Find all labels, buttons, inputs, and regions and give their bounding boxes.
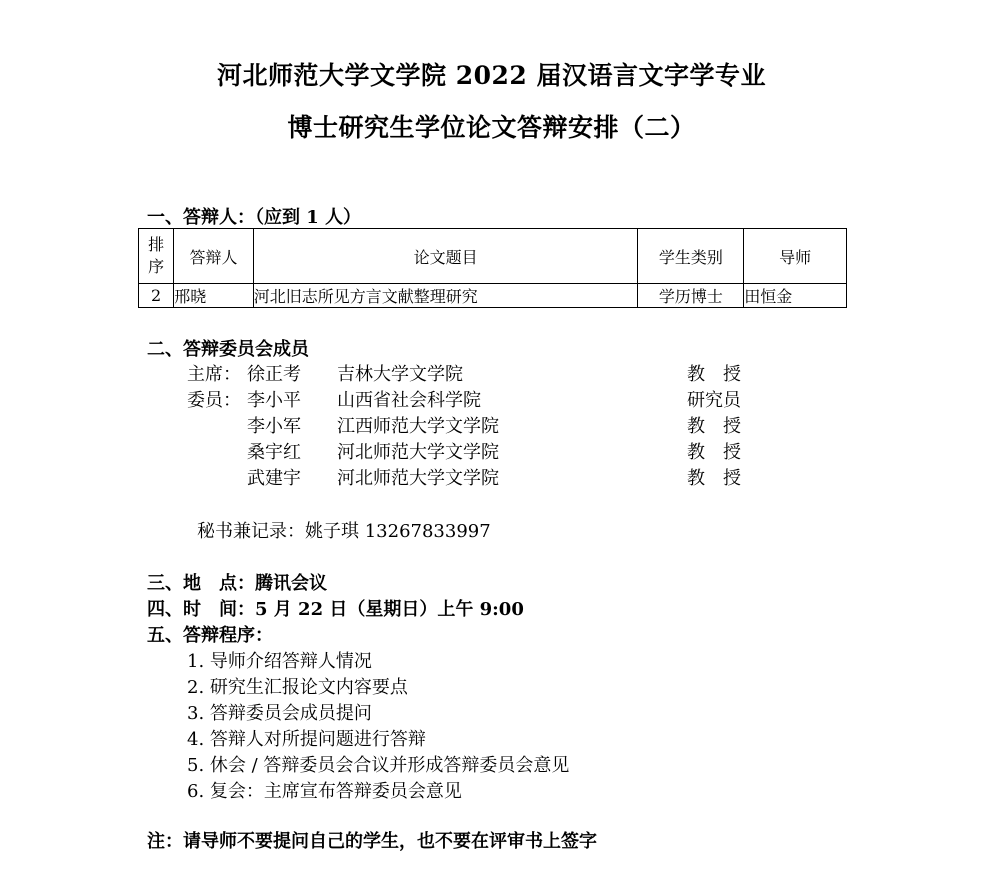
member-rank: 教 授 bbox=[687, 416, 741, 437]
member-institution: 河北师范大学文学院 bbox=[337, 442, 499, 463]
member-institution: 山西省社会科学院 bbox=[337, 390, 481, 411]
member-rank: 教 授 bbox=[687, 364, 741, 385]
member-name: 李小平 bbox=[247, 390, 301, 411]
member-rank: 教 授 bbox=[687, 468, 741, 489]
member-institution: 吉林大学文学院 bbox=[337, 364, 463, 385]
section2-heading: 二、答辩委员会成员 bbox=[147, 339, 309, 360]
cell-name: 邢晓 bbox=[174, 284, 254, 308]
table-header-row bbox=[139, 229, 847, 284]
member-institution: 河北师范大学文学院 bbox=[337, 468, 499, 489]
header-no-line2: 序 bbox=[148, 257, 165, 276]
header-advisor: 导师 bbox=[744, 229, 847, 284]
cell-no: 2 bbox=[139, 284, 174, 308]
section4-heading: 四、时 间：5 月 22 日（星期日）上午 9:00 bbox=[147, 599, 524, 620]
document-title-line1: 河北师范大学文学院 2022 届汉语言文字学专业 bbox=[217, 61, 766, 90]
list-item: 1. 导师介绍答辩人情况 bbox=[187, 651, 372, 672]
member-name: 武建宇 bbox=[247, 468, 301, 489]
member-rank: 研究员 bbox=[687, 390, 741, 411]
header-no-line1: 排 bbox=[148, 235, 165, 254]
secretary-line: 秘书兼记录：姚子琪 13267833997 bbox=[197, 521, 491, 542]
member-rank: 教 授 bbox=[687, 442, 741, 463]
member-role: 委员： bbox=[187, 390, 241, 411]
defense-table bbox=[138, 228, 847, 308]
header-student-type: 学生类别 bbox=[638, 229, 744, 284]
document-title-line2: 博士研究生学位论文答辩安排（二） bbox=[287, 113, 696, 142]
list-item: 5. 休会 / 答辩委员会合议并形成答辩委员会意见 bbox=[187, 755, 570, 776]
cell-advisor: 田恒金 bbox=[744, 284, 847, 308]
procedure-list bbox=[187, 647, 569, 803]
list-item: 6. 复会：主席宣布答辩委员会意见 bbox=[187, 781, 462, 802]
list-item: 4. 答辩人对所提问题进行答辩 bbox=[187, 729, 426, 750]
header-no bbox=[139, 229, 174, 284]
header-thesis-title: 论文题目 bbox=[253, 229, 638, 284]
header-name: 答辩人 bbox=[174, 229, 254, 284]
cell-thesis-title: 河北旧志所见方言文献整理研究 bbox=[253, 284, 638, 308]
member-name: 徐正考 bbox=[247, 364, 301, 385]
member-institution: 江西师范大学文学院 bbox=[337, 416, 499, 437]
member-role: 主席： bbox=[187, 364, 241, 385]
member-name: 李小军 bbox=[247, 416, 301, 437]
member-name: 桑宇红 bbox=[247, 442, 301, 463]
section5-heading: 五、答辩程序： bbox=[147, 625, 273, 646]
list-item: 3. 答辩委员会成员提问 bbox=[187, 703, 372, 724]
section3-heading: 三、地 点：腾讯会议 bbox=[147, 573, 327, 594]
list-item: 2. 研究生汇报论文内容要点 bbox=[187, 677, 408, 698]
note-text: 注：请导师不要提问自己的学生，也不要在评审书上签字 bbox=[147, 831, 597, 852]
section1-heading: 一、答辩人：（应到 1 人） bbox=[147, 207, 362, 228]
cell-student-type: 学历博士 bbox=[638, 284, 744, 308]
table-row bbox=[139, 284, 847, 308]
